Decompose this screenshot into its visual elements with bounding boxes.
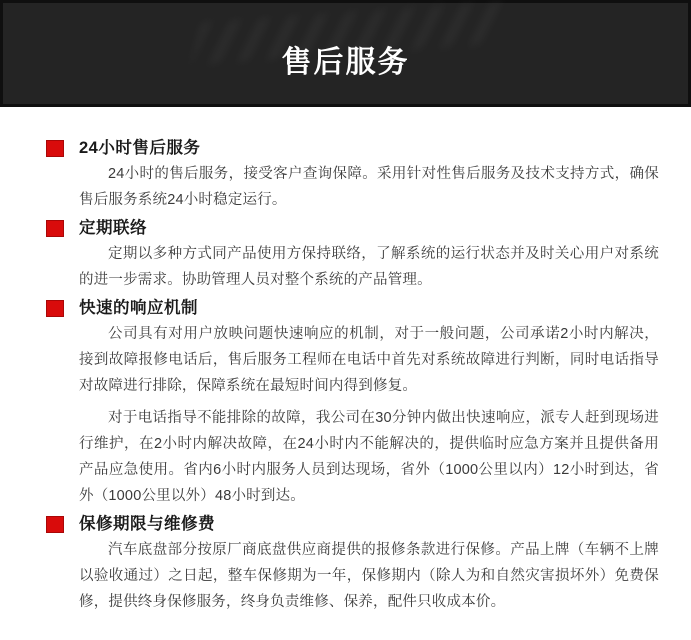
section-heading-row: [46, 215, 659, 241]
section-heading-row: [46, 295, 659, 321]
section-warranty-and-fees: [79, 511, 659, 615]
section-title: 保修期限与维修费: [79, 515, 215, 533]
section-paragraph: 定期以多种方式同产品使用方保持联络，了解系统的运行状态并及时关心用户对系统的进一步需求。协助管理人员对整个系统的产品管理。: [79, 246, 659, 288]
red-square-bullet-icon: [46, 220, 64, 237]
section-24h-service: [79, 135, 659, 213]
section-title: 24小时售后服务: [79, 139, 201, 157]
section-regular-contact: [79, 215, 659, 293]
red-square-bullet-icon: [46, 300, 64, 317]
section-rapid-response: [79, 295, 659, 509]
page-title: 售后服务: [281, 46, 410, 79]
section-paragraph: 汽车底盘部分按原厂商底盘供应商提供的报修条款进行保修。产品上牌（车辆不上牌以验收通过）之日起，整车保修期为一年，保修期内（除人为和自然灾害损坏外）免费保修，提供终身保修服务，终身负责维修、保养，配件只收成本价。: [79, 542, 659, 610]
section-title: 快速的响应机制: [79, 299, 198, 317]
section-heading-row: [46, 511, 659, 537]
section-paragraph: 公司具有对用户放映问题快速响应的机制，对于一般问题，公司承诺2小时内解决，接到故障报修电话后，售后服务工程师在电话中首先对系统故障进行判断，同时电话指导对故障进行排除，保障系统在最短时间内得到修复。: [79, 326, 659, 394]
red-square-bullet-icon: [46, 516, 64, 533]
red-square-bullet-icon: [46, 140, 64, 157]
section-heading-row: [46, 135, 659, 161]
section-title: 定期联络: [79, 219, 147, 237]
section-paragraph: 24小时的售后服务，接受客户查询保障。采用针对性售后服务及技术支持方式，确保售后服务系统24小时稳定运行。: [79, 166, 659, 208]
banner: [0, 0, 691, 107]
content-area: [0, 107, 691, 615]
section-paragraph: 对于电话指导不能排除的故障，我公司在30分钟内做出快速响应，派专人赶到现场进行维护，在2小时内解决故障，在24小时内不能解决的，提供临时应急方案并且提供备用产品应急使用。省内6小时内服务人员到达现场，省外（1000公里以内）12小时到达，省外（1000公里以外）48小时到达。: [79, 410, 659, 504]
